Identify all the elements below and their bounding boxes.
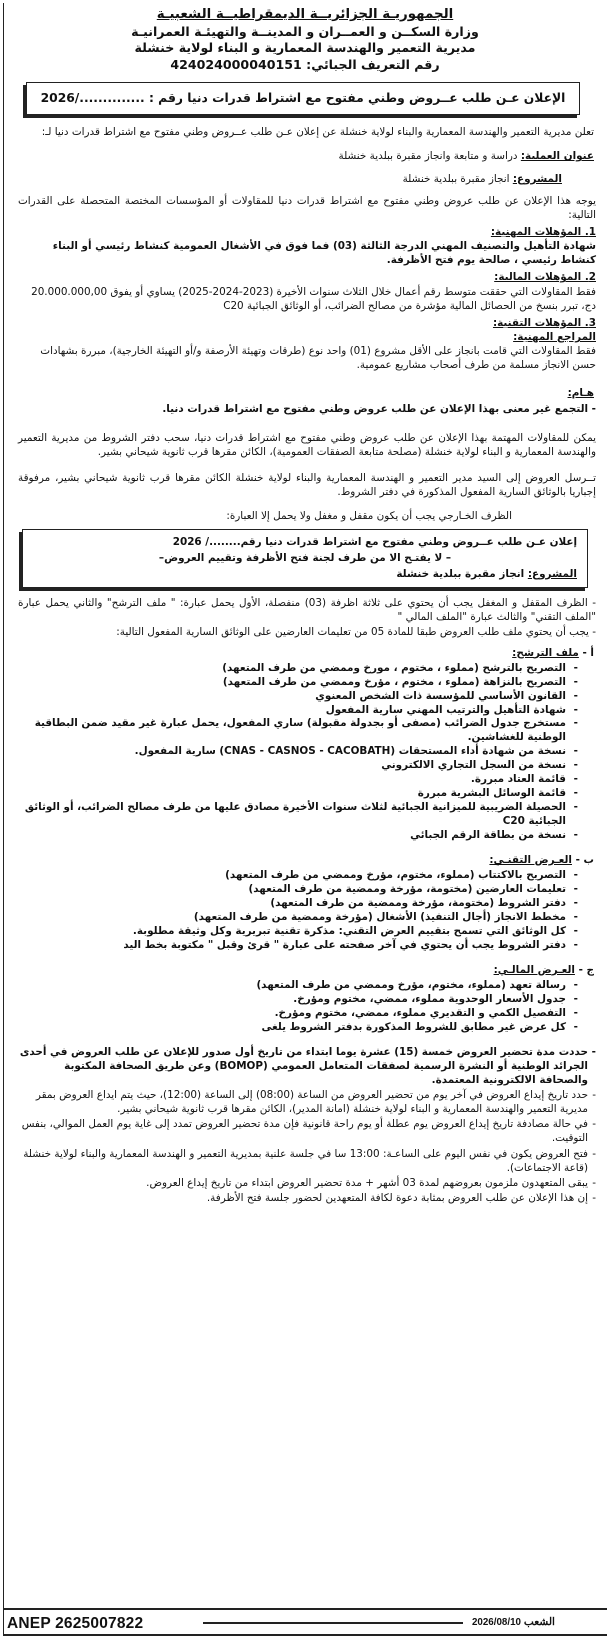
envelope-rule-1: - الظرف المقفل و المغفل يجب أن يحتوي على ثلاثة اظرفة (03) منفصلة، الأول يحمل عبارة: " ملف الترشح" والثاني يحمل عبارة "الملف التقني" والثالث عبارة "الملف المالي " [18,597,596,624]
financial-heading [16,963,594,977]
final-clauses [18,1045,596,1206]
envelope-project-label: المشروع: [527,567,577,580]
project-line [16,172,562,186]
technical-title: العـرض التقنـي: [489,853,572,866]
operation-value: دراسة و متابعة وانجاز مقبرة ببلدية خنشلة [338,150,518,163]
candidacy-heading [16,646,594,660]
list-item: - قائمة العتاد مبررة. [18,773,578,787]
list-item: - قائمة الوسائل البشرية مبررة [18,787,578,801]
clause-item: - فتح العروض يكون في نفس اليوم على الساعـة: 13:00 سا في جلسة علنية بمديرية التعمير و الهندسة المعمارية والبناء لولاية خنشلة (قاعة الاجتماعات). [18,1147,596,1175]
q4-title: المراجع المهنية: [513,330,596,343]
list-item: - كل عرض غير مطابق للشروط المذكورة بدفتر الشروط يلغى [18,1021,578,1035]
tax-id-label: رقم التعريف الجبائي: [306,56,440,72]
list-item: - رسالة تعهد (مملوء، مختوم، مؤرخ وممضي من طرف المتعهد) [18,979,578,993]
list-item: - الحصيلة الضريبية للميزانية الجبائية لثلاث سنوات الأخيرة مصادق عليها من طرف مصالح الضرائب، أو الوثائق الجبائية C20 [18,801,578,829]
list-item: - شهادة التأهيل والترتيب المهني سارية المفعول [18,704,578,718]
candidacy-title: ملف الترشح: [512,646,579,659]
financial-qualifications [18,270,596,312]
envelope-rule-2: - يجب أن يحتوي ملف طلب العروض طبقا للمادة 05 من تعليمات العارضين على الوثائق السارية المفعول التالية: [116,626,596,639]
list-item: - التصريح بالاكتتاب (مملوء، مختوم، مؤرخ وممضي من طرف المتعهد) [18,869,578,883]
list-item: - نسخة من شهادة أداء المستحقات (CNAS - CASNOS - CACOBATH) سارية المفعول. [18,745,578,759]
financial-list [18,979,578,1035]
tender-notice [8,6,602,1606]
letterhead [8,6,602,74]
envelope-line2: – لا يفتـح الا من طرف لجنة فتح الأظرفة وتقييم العروض– [158,551,452,564]
q1-title: 1. المؤهلات المهنية: [490,225,596,238]
clause-item: - يبقى المتعهدون ملزمون بعروضهم لمدة 03 أشهر + مدة تحضير العروض ابتداء من تاريخ إيداع العروض. [18,1176,596,1190]
list-item: - مستخرج جدول الضرائب (مصفى أو بجدولة مقبولة) ساري المفعول، يحمل عبارة غير مقيد ضمن البطاقية الوطنية للغشاشين. [18,717,578,745]
financial-letter: ج - [578,963,594,976]
send-text: تــرسل العروض إلى السيد مدير التعمير و الهندسة المعمارية والبناء لولاية خنشلة الكائن مقرها قرب ثانوية شيحاني بشير، مرفوقة إجباريا بالوثائق السارية المفعول المذكورة في دفتر الشروط. [18,471,596,499]
anep-code: ANEP 2625007822 [7,1615,144,1632]
note-title: هـام: [567,387,594,400]
operation-line [16,149,594,163]
envelope-ref: 2026 [172,536,202,549]
envelope-box [22,529,588,588]
list-item: - دفتر الشروط (مختومة، مؤرخة وممضية من طرف المتعهد) [18,897,578,911]
notice-title-box [26,82,580,116]
technical-qualifications [18,316,596,373]
list-item: - التصريح بالترشح (مملوء ، مختوم ، مورخ وممضي من طرف المتعهد) [18,662,578,676]
republic-title: الجمهوريـة الجزائريــة الديمقراطيــة الشعبيـة [156,7,454,22]
directorate-title: مديرية التعمير والهندسة المعمارية و البناء لولاية خنشلة [134,40,476,56]
list-item: - تعليمات العارضين (مختومة، مؤرخة وممضية من طرف المتعهد) [18,883,578,897]
technical-list [18,869,578,953]
notice-title: الإعلان عـن طلب عــروض وطني مفتوح مع اشتراط قدرات دنيا رقم : [148,90,566,105]
q3-title: 3. المؤهلات التقنية: [492,316,596,329]
clause-item: - حدد تاريخ إيداع العروض في آخر يوم من تحضير العروض من الساعة (08:00) إلى الساعة (12:00)، حيث يتم ايداع العروض بمقر مديرية التعمير والهندسة المعمارية و البناء لولاية خنشلة (امانة المدير)، الكائن مقرها قرب ثانوية شيحاني بشير. [18,1088,596,1116]
invitation-text: يوجه هذا الإعلان عن طلب عروض وطني مفتوح مع اشتراط قدرات دنيا للمقاولات أو المؤسسات المختصة المتحصلة على القدرات التالية: [18,194,596,221]
candidacy-list [18,662,578,843]
q4-text: فقط المقاولات التي قامت بانجاز على الأقل مشروع (01) واحد نوع (طرقات وتهيئة الأرصفة و/أو التهيئة الخارجية)، مبررة بشهادات حسن الانجاز مسلمة من طرف أصحاب مشاريع عمومية. [40,345,596,372]
technical-heading [16,853,594,867]
q1-text: شهادة التأهيل والتصنيف المهني الدرجة الثالثة (03) فما فوق في الأشغال العمومية كنشاط رئيسي أو البناء كنشاط رئيسي ، صالحة يوم فتح الأظرفة. [52,240,596,267]
clause-item: - حددت مدة تحضير العروض خمسة (15) عشرة يوما ابتداء من تاريخ أول صدور للإعلان عن طلب العروض في أحدى الجرائد الوطنية أو النشرة الرسمية لصفقات المتعامل العمومي (BOMOP) وعن طريق الصحافة المكتوبة والصحافة الالكترونية المعتمدة. [18,1045,596,1087]
footer-bar [3,1608,607,1636]
note-text: - التجمع غير معنى بهذا الإعلان عن طلب عروض وطني مفتوح مع اشتراط قدرات دنيا. [162,403,596,416]
list-item: - التفصيل الكمي و التقديري مملوء، ممضي، مختوم ومؤرخ. [18,1007,578,1021]
ministry-title: وزارة السكــن و العمــران و المدينــة والتهيئـة العمرانيـة [131,23,479,39]
envelope-title: إعلان عـن طلب عــروض وطني مفتوح مع اشتراط قدرات دنيا رقم......../ [205,536,577,549]
list-item: - القانون الأساسي للمؤسسة ذات الشخص المعنوي [18,690,578,704]
envelope-line1 [33,535,577,551]
candidacy-letter: أ - [582,646,594,659]
technical-letter: ب - [575,853,594,866]
outer-envelope-text: الظرف الخـارجي يجب أن يكون مقفل و مغفل ولا يحمل إلا العبارة: [226,510,512,523]
withdraw-text: يمكن للمقاولات المهتمة بهذا الإعلان عن طلب عروض وطني مفتوح مع اشتراط قدرات دنيا، سحب دفتر الشروط من مديرية التعمير والهندسة المعمارية و البناء لولاية خنشلة (مصلحة متابعة الصفقات العمومية)، الكائن مقرها قرب ثانوية شيحاني بشير. [18,431,596,458]
list-item: - نسخة من السجل التجاري الالكتروني [18,759,578,773]
envelope-project-value: انجاز مقبرة ببلدية خنشلة [396,567,525,580]
publication-date: 2026/08/10 [471,1617,521,1628]
q2-title: 2. المؤهلات المالية: [494,271,596,284]
notice-ref: 2026/.............. [40,90,145,105]
list-item: - مخطط الانجاز (أجال التنفيذ) الأشغال (مؤرخة وممضية من طرف المتعهد) [18,911,578,925]
q2-text: فقط المقاولات التي حققت متوسط رقم أعمال خلال الثلاث سنوات الأخيرة (2023-2024-2025) يساوي أو يفوق 20.000.000,00 دج، تبرر بنسخ من الحصائل المالية مؤشرة من مصالح الضرائب، أو الوثائق الجبائية C20 [31,285,596,312]
intro-text: تعلن مديرية التعمير والهندسة المعمارية والبناء لولاية خنشلة عن إعلان عـن طلب عــروض وطني مفتوح مع اشتراط قدرات دنيا لـ: [41,126,594,139]
footer-rule [203,1622,463,1624]
tax-id-line [8,57,602,74]
list-item: - كل الوثائق التي تسمح بتقييم العرض التقني: مذكرة تقنية تبريرية وكل وثيقة مطلوبة. [18,925,578,939]
project-value: انجاز مقبرة ببلدية خنشلة [402,172,510,185]
tax-id-value: 424024000040151 [170,56,302,72]
newspaper-name: الشعب [523,1616,555,1628]
clause-item: - في حالة مصادفة تاريخ إيداع العروض يوم عطلة أو يوم راحة قانونية فإن مدة تحضير العروض تمدد إلى غاية يوم العمل الموالي، بنفس التوقيت. [18,1117,596,1145]
financial-title: العـرض المالـي: [493,963,575,976]
list-item: - التصريح بالنزاهة (مملوء ، مختوم ، مؤرخ وممضي من طرف المتعهد) [18,676,578,690]
clause-item: - إن هذا الإعلان عن طلب العروض بمثابة دعوة لكافة المتعهدين لحضور جلسة فتح الأظرفة. [18,1191,596,1205]
envelope-project [33,567,577,583]
list-item: - نسخة من بطاقة الرقم الجبائي [18,829,578,843]
project-label: المشروع: [512,172,562,185]
list-item: - جدول الأسعار الوحدوية مملوء، ممضي، مختوم ومؤرخ. [18,993,578,1007]
operation-label: عنوان العملية: [520,150,594,163]
list-item: - دفتر الشروط يجب أن يحتوي في آخر صفحته على عبارة " قرئ وقبل " مكتوبة بخط اليد [18,939,578,953]
professional-qualifications [18,225,596,267]
